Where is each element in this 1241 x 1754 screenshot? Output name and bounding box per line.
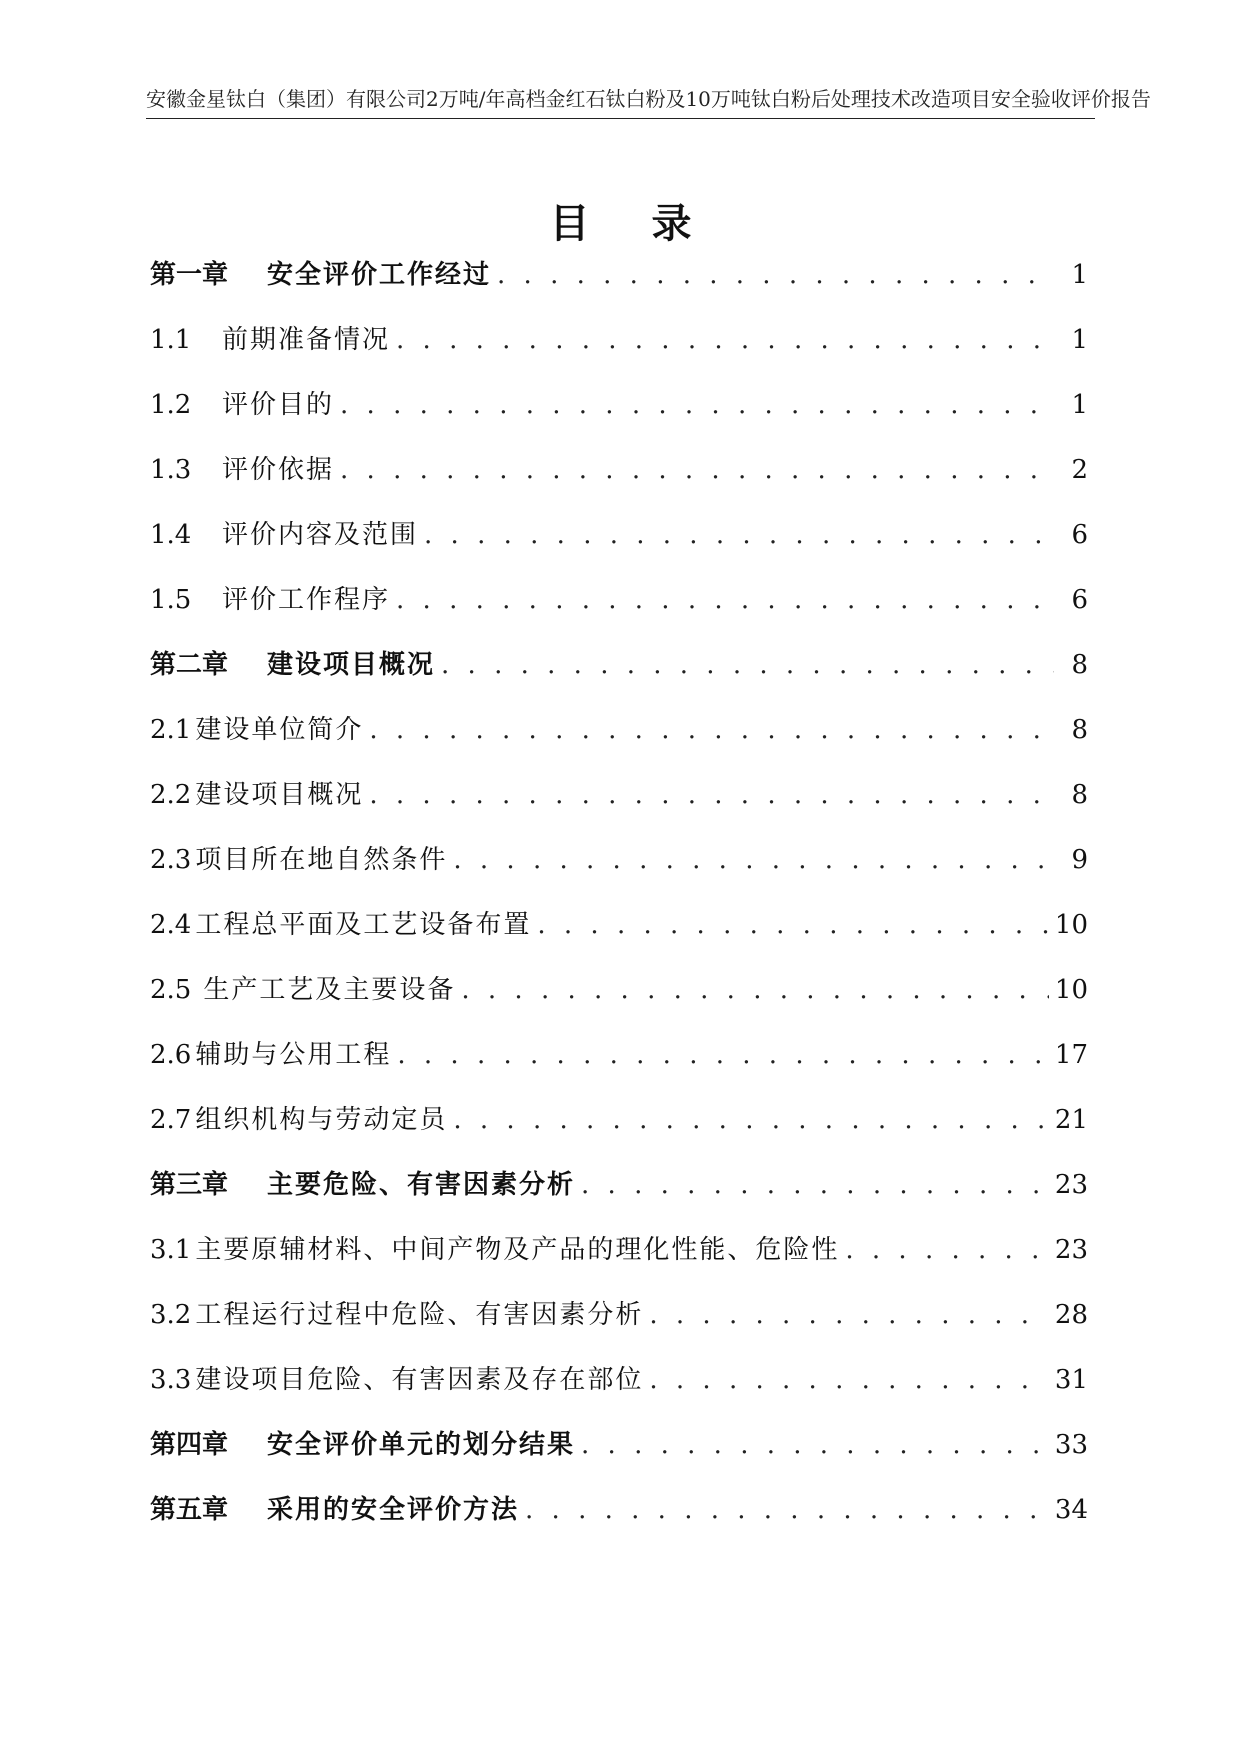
dot-leader bbox=[396, 585, 1054, 615]
dot-leader bbox=[397, 1040, 1049, 1070]
toc-entry-2-5[interactable] bbox=[150, 969, 1088, 1034]
toc-page-number: 9 bbox=[1071, 845, 1088, 875]
toc-entry-2-1[interactable] bbox=[150, 709, 1088, 774]
toc-page-number: 8 bbox=[1071, 780, 1088, 810]
toc-label: 生产工艺及主要设备 bbox=[203, 975, 456, 1005]
toc-number: 1.3 bbox=[150, 455, 192, 485]
toc-entry-2-7[interactable] bbox=[150, 1099, 1088, 1164]
toc-number: 2.3 bbox=[150, 845, 192, 875]
toc-label: 前期准备情况 bbox=[222, 325, 391, 355]
dot-leader bbox=[497, 260, 1054, 290]
dot-leader bbox=[369, 715, 1054, 745]
dot-leader bbox=[340, 390, 1054, 420]
dot-leader bbox=[461, 975, 1049, 1005]
toc-number: 第二章 bbox=[150, 650, 229, 680]
toc-number: 第三章 bbox=[150, 1170, 229, 1200]
toc-number: 第四章 bbox=[150, 1430, 229, 1460]
toc-page-number: 31 bbox=[1054, 1365, 1088, 1395]
dot-leader bbox=[525, 1495, 1049, 1525]
dot-leader bbox=[340, 455, 1054, 485]
toc-page-number: 10 bbox=[1054, 975, 1088, 1005]
toc-page-number: 6 bbox=[1071, 520, 1088, 550]
dot-leader bbox=[581, 1170, 1049, 1200]
toc-number: 2.4 bbox=[150, 910, 192, 940]
toc-page-number: 8 bbox=[1071, 650, 1088, 680]
toc-number: 2.5 bbox=[150, 975, 192, 1005]
toc-number: 1.4 bbox=[150, 520, 192, 550]
toc-page-number: 28 bbox=[1054, 1300, 1088, 1330]
dot-leader bbox=[581, 1430, 1049, 1460]
toc-page-number: 17 bbox=[1054, 1040, 1088, 1070]
toc-label: 安全评价单元的划分结果 bbox=[267, 1430, 576, 1460]
toc-page-number: 21 bbox=[1054, 1105, 1088, 1135]
toc-label: 工程总平面及工艺设备布置 bbox=[195, 910, 532, 940]
running-header: 安徽金星钛白（集团）有限公司2万吨/年高档金红石钛白粉及10万吨钛白粉后处理技术改造项目安全验收评价报告 bbox=[146, 84, 1095, 119]
toc-entry-2-6[interactable] bbox=[150, 1034, 1088, 1099]
toc-page-number: 23 bbox=[1054, 1235, 1088, 1265]
toc-entry-chapter-2[interactable] bbox=[150, 644, 1088, 709]
toc-entry-chapter-1[interactable] bbox=[150, 254, 1088, 319]
toc-number: 第五章 bbox=[150, 1495, 229, 1525]
toc-page-number: 6 bbox=[1071, 585, 1088, 615]
toc-label: 建设项目危险、有害因素及存在部位 bbox=[195, 1365, 644, 1395]
dot-leader bbox=[424, 520, 1054, 550]
toc-label: 项目所在地自然条件 bbox=[195, 845, 448, 875]
toc-page-number: 23 bbox=[1054, 1170, 1088, 1200]
toc-number: 第一章 bbox=[150, 260, 229, 290]
toc-entry-2-3[interactable] bbox=[150, 839, 1088, 904]
dot-leader bbox=[396, 325, 1054, 355]
toc-label: 评价依据 bbox=[222, 455, 335, 485]
toc-label: 建设项目概况 bbox=[267, 650, 436, 680]
toc-number: 2.1 bbox=[150, 715, 192, 745]
dot-leader bbox=[453, 1105, 1049, 1135]
toc-page-number: 33 bbox=[1054, 1430, 1088, 1460]
page-title: 目 录 bbox=[549, 200, 716, 247]
toc-label: 评价内容及范围 bbox=[222, 520, 419, 550]
toc-number: 3.2 bbox=[150, 1300, 192, 1330]
toc-entry-2-4[interactable] bbox=[150, 904, 1088, 969]
toc-entry-2-2[interactable] bbox=[150, 774, 1088, 839]
toc-label: 组织机构与劳动定员 bbox=[195, 1105, 448, 1135]
toc-entry-1-4[interactable] bbox=[150, 514, 1088, 579]
toc-entry-1-3[interactable] bbox=[150, 449, 1088, 514]
toc-page-number: 10 bbox=[1054, 910, 1088, 940]
toc-page-number: 1 bbox=[1071, 390, 1088, 420]
toc-label: 建设单位简介 bbox=[195, 715, 364, 745]
toc-entry-chapter-5[interactable] bbox=[150, 1489, 1088, 1554]
dot-leader bbox=[441, 650, 1054, 680]
dot-leader bbox=[845, 1235, 1049, 1265]
toc-entry-chapter-4[interactable] bbox=[150, 1424, 1088, 1489]
toc-page-number: 8 bbox=[1071, 715, 1088, 745]
toc-page-number: 2 bbox=[1071, 455, 1088, 485]
toc-label: 主要危险、有害因素分析 bbox=[267, 1170, 576, 1200]
toc-entry-1-5[interactable] bbox=[150, 579, 1088, 644]
toc-number: 2.6 bbox=[150, 1040, 192, 1070]
toc-number: 3.3 bbox=[150, 1365, 192, 1395]
toc-label: 主要原辅材料、中间产物及产品的理化性能、危险性 bbox=[195, 1235, 840, 1265]
toc-label: 工程运行过程中危险、有害因素分析 bbox=[195, 1300, 644, 1330]
toc-entry-1-2[interactable] bbox=[150, 384, 1088, 449]
toc-entry-3-3[interactable] bbox=[150, 1359, 1088, 1424]
toc-number: 2.7 bbox=[150, 1105, 192, 1135]
toc-label: 评价工作程序 bbox=[222, 585, 391, 615]
toc-label: 建设项目概况 bbox=[195, 780, 364, 810]
toc-page-number: 1 bbox=[1071, 325, 1088, 355]
toc-number: 2.2 bbox=[150, 780, 192, 810]
toc-number: 1.2 bbox=[150, 390, 192, 420]
toc-entry-chapter-3[interactable] bbox=[150, 1164, 1088, 1229]
toc-label: 采用的安全评价方法 bbox=[267, 1495, 520, 1525]
toc-entry-1-1[interactable] bbox=[150, 319, 1088, 384]
table-of-contents bbox=[150, 254, 1088, 1554]
toc-number: 1.5 bbox=[150, 585, 192, 615]
toc-page-number: 34 bbox=[1054, 1495, 1088, 1525]
dot-leader bbox=[649, 1365, 1049, 1395]
toc-label: 辅助与公用工程 bbox=[195, 1040, 392, 1070]
toc-number: 3.1 bbox=[150, 1235, 192, 1265]
dot-leader bbox=[537, 910, 1049, 940]
dot-leader bbox=[453, 845, 1054, 875]
toc-page-number: 1 bbox=[1071, 260, 1088, 290]
toc-number: 1.1 bbox=[150, 325, 192, 355]
dot-leader bbox=[369, 780, 1054, 810]
toc-entry-3-1[interactable] bbox=[150, 1229, 1088, 1294]
toc-label: 评价目的 bbox=[222, 390, 335, 420]
dot-leader bbox=[649, 1300, 1049, 1330]
toc-entry-3-2[interactable] bbox=[150, 1294, 1088, 1359]
toc-label: 安全评价工作经过 bbox=[267, 260, 492, 290]
